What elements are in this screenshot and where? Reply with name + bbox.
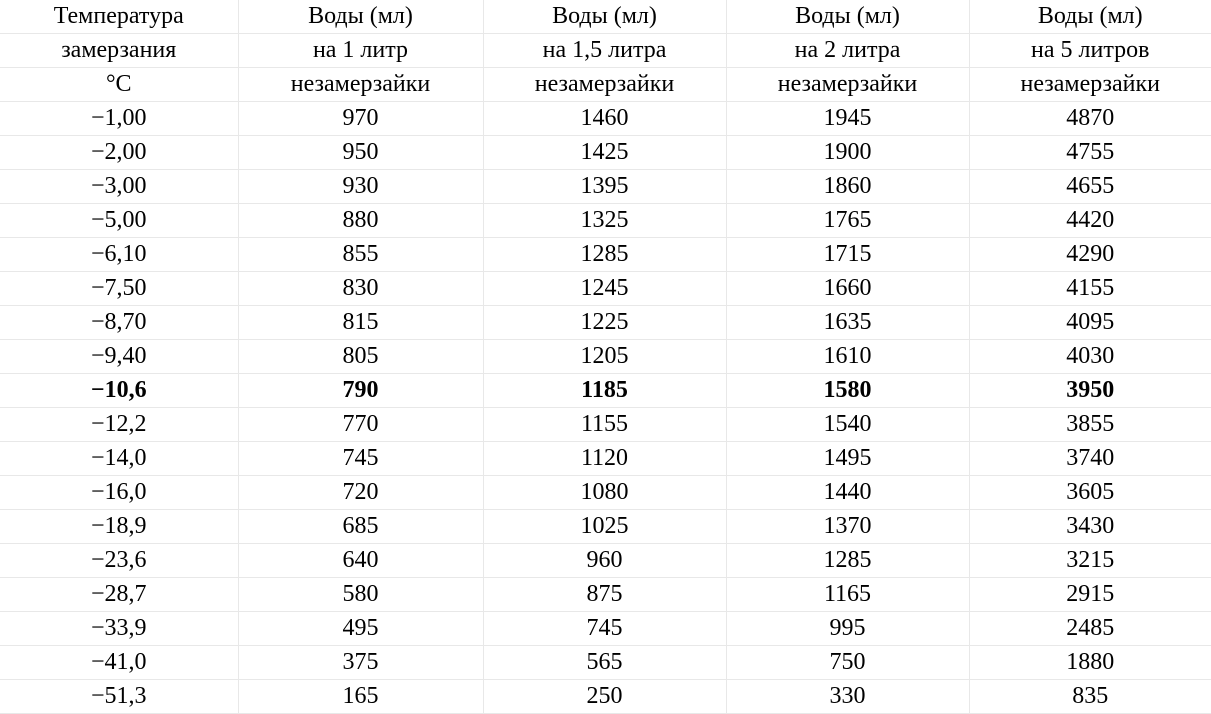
column-header-5l: на 5 литров bbox=[969, 34, 1211, 68]
cell-water-5l: 3430 bbox=[969, 510, 1211, 544]
cell-water-2l: 1540 bbox=[726, 408, 969, 442]
cell-water-1l: 815 bbox=[238, 306, 483, 340]
cell-water-1-5l: 565 bbox=[483, 646, 726, 680]
cell-water-1-5l: 1185 bbox=[483, 374, 726, 408]
cell-water-2l: 1635 bbox=[726, 306, 969, 340]
cell-water-2l: 1285 bbox=[726, 544, 969, 578]
cell-water-1-5l: 1395 bbox=[483, 170, 726, 204]
cell-water-5l: 4095 bbox=[969, 306, 1211, 340]
cell-water-1-5l: 1120 bbox=[483, 442, 726, 476]
table-row bbox=[0, 578, 1211, 612]
cell-water-1l: 685 bbox=[238, 510, 483, 544]
table-row bbox=[0, 476, 1211, 510]
table-row bbox=[0, 408, 1211, 442]
column-header-1l: на 1 литр bbox=[238, 34, 483, 68]
table-row bbox=[0, 680, 1211, 714]
cell-water-2l: 1900 bbox=[726, 136, 969, 170]
cell-water-1l: 745 bbox=[238, 442, 483, 476]
cell-water-1l: 790 bbox=[238, 374, 483, 408]
cell-temperature: −14,0 bbox=[0, 442, 238, 476]
cell-temperature: −28,7 bbox=[0, 578, 238, 612]
cell-temperature: −33,9 bbox=[0, 612, 238, 646]
cell-water-2l: 1370 bbox=[726, 510, 969, 544]
cell-water-1-5l: 1080 bbox=[483, 476, 726, 510]
cell-temperature: −9,40 bbox=[0, 340, 238, 374]
column-header-temperature: °C bbox=[0, 68, 238, 102]
table-row bbox=[0, 612, 1211, 646]
cell-water-1l: 495 bbox=[238, 612, 483, 646]
column-header-5l: Воды (мл) bbox=[969, 0, 1211, 34]
cell-water-2l: 1945 bbox=[726, 102, 969, 136]
column-header-1l: Воды (мл) bbox=[238, 0, 483, 34]
cell-water-2l: 1765 bbox=[726, 204, 969, 238]
column-header-1-5l: незамерзайки bbox=[483, 68, 726, 102]
cell-water-1l: 880 bbox=[238, 204, 483, 238]
cell-water-2l: 1495 bbox=[726, 442, 969, 476]
table-row bbox=[0, 374, 1211, 408]
header-row bbox=[0, 68, 1211, 102]
cell-temperature: −51,3 bbox=[0, 680, 238, 714]
table-row bbox=[0, 170, 1211, 204]
cell-water-2l: 750 bbox=[726, 646, 969, 680]
cell-temperature: −18,9 bbox=[0, 510, 238, 544]
cell-temperature: −2,00 bbox=[0, 136, 238, 170]
table-row bbox=[0, 544, 1211, 578]
column-header-temperature: Температура bbox=[0, 0, 238, 34]
cell-water-1-5l: 1460 bbox=[483, 102, 726, 136]
cell-water-5l: 4155 bbox=[969, 272, 1211, 306]
cell-temperature: −16,0 bbox=[0, 476, 238, 510]
column-header-1-5l: на 1,5 литра bbox=[483, 34, 726, 68]
cell-water-1l: 580 bbox=[238, 578, 483, 612]
cell-water-1l: 165 bbox=[238, 680, 483, 714]
cell-temperature: −10,6 bbox=[0, 374, 238, 408]
cell-water-1-5l: 1325 bbox=[483, 204, 726, 238]
cell-water-1l: 930 bbox=[238, 170, 483, 204]
column-header-2l: незамерзайки bbox=[726, 68, 969, 102]
cell-water-2l: 1580 bbox=[726, 374, 969, 408]
cell-water-1-5l: 1245 bbox=[483, 272, 726, 306]
column-header-2l: Воды (мл) bbox=[726, 0, 969, 34]
header-row bbox=[0, 34, 1211, 68]
cell-water-1l: 855 bbox=[238, 238, 483, 272]
cell-temperature: −3,00 bbox=[0, 170, 238, 204]
cell-water-1l: 640 bbox=[238, 544, 483, 578]
cell-water-2l: 1660 bbox=[726, 272, 969, 306]
cell-water-2l: 995 bbox=[726, 612, 969, 646]
column-header-5l: незамерзайки bbox=[969, 68, 1211, 102]
cell-water-1l: 950 bbox=[238, 136, 483, 170]
cell-temperature: −5,00 bbox=[0, 204, 238, 238]
cell-water-1l: 970 bbox=[238, 102, 483, 136]
cell-water-1-5l: 875 bbox=[483, 578, 726, 612]
cell-water-2l: 1165 bbox=[726, 578, 969, 612]
column-header-1-5l: Воды (мл) bbox=[483, 0, 726, 34]
cell-water-5l: 4030 bbox=[969, 340, 1211, 374]
cell-water-1-5l: 745 bbox=[483, 612, 726, 646]
cell-water-5l: 3740 bbox=[969, 442, 1211, 476]
table-row bbox=[0, 306, 1211, 340]
cell-water-5l: 4870 bbox=[969, 102, 1211, 136]
cell-water-1-5l: 960 bbox=[483, 544, 726, 578]
table-row bbox=[0, 204, 1211, 238]
column-header-1l: незамерзайки bbox=[238, 68, 483, 102]
table-row bbox=[0, 272, 1211, 306]
cell-water-5l: 4290 bbox=[969, 238, 1211, 272]
cell-water-1-5l: 1425 bbox=[483, 136, 726, 170]
cell-water-1-5l: 1285 bbox=[483, 238, 726, 272]
table-row bbox=[0, 340, 1211, 374]
cell-water-5l: 4755 bbox=[969, 136, 1211, 170]
cell-water-1l: 805 bbox=[238, 340, 483, 374]
cell-water-1l: 375 bbox=[238, 646, 483, 680]
cell-water-5l: 3215 bbox=[969, 544, 1211, 578]
cell-water-5l: 4420 bbox=[969, 204, 1211, 238]
cell-water-5l: 3855 bbox=[969, 408, 1211, 442]
cell-water-5l: 1880 bbox=[969, 646, 1211, 680]
cell-temperature: −12,2 bbox=[0, 408, 238, 442]
cell-water-5l: 2915 bbox=[969, 578, 1211, 612]
cell-temperature: −8,70 bbox=[0, 306, 238, 340]
cell-water-1-5l: 250 bbox=[483, 680, 726, 714]
column-header-2l: на 2 литра bbox=[726, 34, 969, 68]
cell-water-1-5l: 1155 bbox=[483, 408, 726, 442]
table-row bbox=[0, 646, 1211, 680]
cell-water-2l: 1715 bbox=[726, 238, 969, 272]
cell-water-2l: 1440 bbox=[726, 476, 969, 510]
cell-water-1-5l: 1205 bbox=[483, 340, 726, 374]
table-row bbox=[0, 238, 1211, 272]
cell-water-2l: 1610 bbox=[726, 340, 969, 374]
cell-temperature: −1,00 bbox=[0, 102, 238, 136]
cell-water-5l: 4655 bbox=[969, 170, 1211, 204]
cell-temperature: −41,0 bbox=[0, 646, 238, 680]
cell-water-5l: 835 bbox=[969, 680, 1211, 714]
cell-temperature: −7,50 bbox=[0, 272, 238, 306]
cell-water-5l: 3605 bbox=[969, 476, 1211, 510]
cell-water-1l: 720 bbox=[238, 476, 483, 510]
table-row bbox=[0, 136, 1211, 170]
cell-water-2l: 330 bbox=[726, 680, 969, 714]
cell-water-2l: 1860 bbox=[726, 170, 969, 204]
cell-water-5l: 3950 bbox=[969, 374, 1211, 408]
cell-water-1-5l: 1025 bbox=[483, 510, 726, 544]
cell-water-1l: 830 bbox=[238, 272, 483, 306]
table-row bbox=[0, 510, 1211, 544]
cell-water-1-5l: 1225 bbox=[483, 306, 726, 340]
table-row bbox=[0, 102, 1211, 136]
table-row bbox=[0, 442, 1211, 476]
cell-water-5l: 2485 bbox=[969, 612, 1211, 646]
cell-water-1l: 770 bbox=[238, 408, 483, 442]
cell-temperature: −6,10 bbox=[0, 238, 238, 272]
header-row bbox=[0, 0, 1211, 34]
column-header-temperature: замерзания bbox=[0, 34, 238, 68]
cell-temperature: −23,6 bbox=[0, 544, 238, 578]
